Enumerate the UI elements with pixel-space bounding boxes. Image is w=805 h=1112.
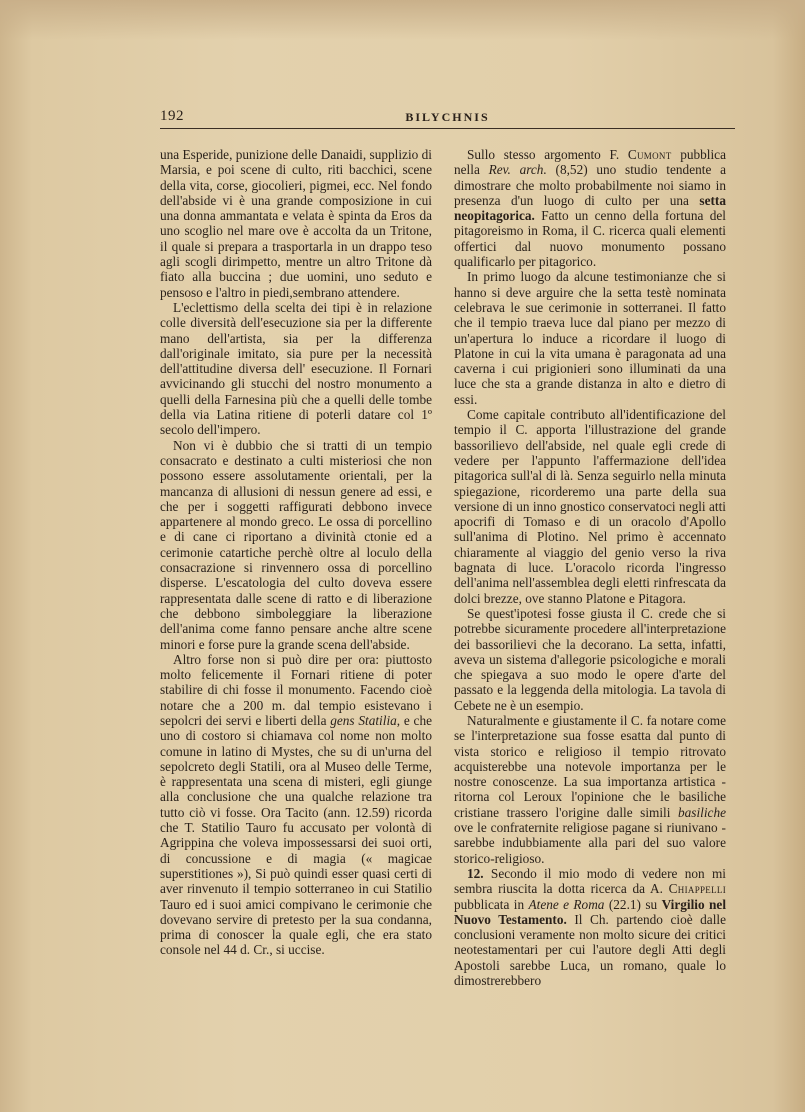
page-number: 192 xyxy=(160,108,184,124)
paragraph xyxy=(454,713,726,866)
italic-term: gens Statilia xyxy=(330,712,397,728)
text-run: pubblica nella xyxy=(454,147,726,178)
text-run: Secondo il mio modo di vedere non mi sembra riuscita la dotta ricerca da A. xyxy=(454,865,726,897)
text-run: (22.1) su xyxy=(604,896,662,912)
text-run: Sullo stesso argomento F. xyxy=(467,147,628,162)
journal-title: BILYCHNIS xyxy=(405,110,490,124)
bold-term: setta neopitagorica. xyxy=(454,192,726,224)
text-run: (8,52) uno studio tendente a dimostrare che molto probabilmente noi siamo in presenza d'un luogo di culto per una xyxy=(454,162,726,208)
paragraph: In primo luogo da alcune testimonianze che si hanno si deve arguire che la setta testè nominata celebrava le sue cerimonie in sotterranei. Il fatto che il tempio traeva luce dal piano per mezzo di un'apertura lo induce a ricordare il luogo di Platone in cui la vita umana è paragonata ad una caverna i cui prigionieri sono illuminati da una luce che sta a grande distanza in alto e dietro di essi. xyxy=(454,269,726,407)
paragraph: Come capitale contributo all'identificazione del tempio il C. apporta l'illustrazione del grande bassorilievo dell'abside, nel quale egli crede di vedere per l'appunto l'affermazione dell'idea pitagorica sull'al di là. Senza seguirlo nella minuta spiegazione, ricorderemo una parte della sua versione di un inno gnostico conservatoci negli atti apocrifi di Tomaso e di un oracolo d'Apollo sull'anima di Plotino. Nel primo è accennato chiaramente al viaggio del genio verso la riva bagnata di luce. L'oracolo ricorda l'ingresso dell'anima nell'assemblea degli eletti rinfrescata da dolci brezze, ove stanno Platone e Pitagora. xyxy=(454,407,726,606)
header-rule xyxy=(160,128,735,129)
right-column xyxy=(454,147,726,988)
author-name: Cumont xyxy=(627,147,672,162)
left-column xyxy=(160,147,432,958)
journal-name: Atene e Roma xyxy=(528,896,605,912)
text-run: ove le confraternite religiose pagane si riunivano - sarebbe indubbiamente alla pari del suo valore storico-religioso. xyxy=(454,820,726,866)
paragraph: L'eclettismo della scelta dei tipi è in relazione colle diversità dell'esecuzione sia per la differente mano dell'artista, sia per la differenza dall'originale imitato, sia pure per la necessità dell'attitudine diversa dell' esecuzione. Il Fornari avvicinando gli stucchi del nostro monumento a quelli della Farnesina più che a quelli delle tombe della via Latina ritiene di poterli datare col 1º secolo dell'impero. xyxy=(160,299,432,438)
paragraph: Non vi è dubbio che si tratti di un tempio consacrato e destinato a culti misteriosi che non possono essere assolutamente orientali, per la mancanza di allusioni di nessun genere ad essi, e che per i soggetti raffigurati debbono invece appartenere al mondo greco. Le ossa di porcellino e di cane ci riportano a divinità ctonie ed a cerimonie catartiche perchè oltre al loculo della consacrazione si rinvennero ossa di porcellino disperse. L'escatologia del culto doveva essere rappresentata dalle scene di ratto e di liberazione che debbono simboleggiare la liberazione dell'anima come fanno pensare anche altre scene minori e forse pure la grande scena dell'abside. xyxy=(160,437,432,652)
text-run: Il Ch. partendo cioè dalle conclusioni veramente non molto sicure dei critici neotestamentari per cui l'autore degli Atti degli Apostoli sarebbe Luca, un romano, quale lo dimostrerebbero xyxy=(454,911,727,989)
paragraph xyxy=(454,147,726,269)
text-run: pubblicata in xyxy=(454,896,529,912)
paragraph: una Esperide, punizione delle Danaidi, supplizio di Marsia, e poi scene di culto, riti bacchici, scene della vita, corse, giocolieri, pigmei, ecc. Nel fondo dell'abside vi è una grande composizione in cui una donna ammantata e velata è spinta da Eros da uno scoglio nel mare ove è accolta da un Tritone, il quale si prepara a trasportarla in un drappo teso agli scogli dirimpetto, mentre un altro Tritone dà fiato alla buccina ; due uomini, uno seduto e pensoso e l'altro in piedi,sembrano attendere. xyxy=(160,147,432,300)
text-run: Fatto un cenno della fortuna del pitagoreismo in Roma, il C. ricerca quali elementi offertici dal nuovo monumento possano qualificarlo per pitagorico. xyxy=(454,208,726,270)
bold-term: Virgilio nel Nuovo Testamento. xyxy=(454,896,727,927)
journal-name: Rev. arch. xyxy=(488,162,547,178)
text-run: Altro forse non si può dire per ora: piuttosto molto felicemente il Fornari ritiene di poter stabilire di chi fosse il monumento. Facendo cioè notare che a 200 m. dal tempio esistevano i sepolcri dei servi e liberti della xyxy=(160,651,432,728)
paragraph xyxy=(160,652,432,958)
section-number: 12. xyxy=(467,865,484,881)
text-run: , e che uno di costoro si chiamava col nome non molto comune in latino di Mystes, che su di un'urna del sepolcreto degli Statili, ora al Museo delle Terme, è rappresentata una scena di misteri, egli giunge alla conclusione che una qualche relazione tra tutto ciò vi fosse. Ora Tacito (ann. 12.59) ricorda che T. Statilio Tauro fu accusato per volontà di Agrippina che voleva impossessarsi dei suoi orti, di concussione e di magia (« magicae superstitiones »), Si può quindi esser quasi certi di aver rinvenuto il tempio sotterraneo in cui Statilio Tauro ed i suoi amici compivano le cerimonie che dovevano servire di pretesto per la sua condanna, prima di conoscer la quale egli, che era stato console nel 44 d. Cr., si uccise. xyxy=(160,712,432,958)
paragraph xyxy=(454,866,726,988)
author-name: Chiappelli xyxy=(668,881,726,897)
paragraph: Se quest'ipotesi fosse giusta il C. crede che si potrebbe sicuramente procedere all'interpretazione dei bassorilievi che la decorano. La setta, infatti, aveva un sistema d'allegorie psicologiche e morali che spiegava a suo modo le opere d'arte del passato e la leggenda della mitologia. La tavola di Cebete ne è un esempio. xyxy=(454,605,726,713)
text-run: Naturalmente e giustamente il C. fa notare come se l'interpretazione sua fosse esatta dal punto di vista storico e religioso il tempio ritrovato acquisterebbe una notevole importanza per le nostre conoscenze. La sua importanza artistica - ritorna col Leroux l'opinione che le basiliche cristiane trassero l'origine dalle simili xyxy=(454,712,726,820)
italic-term: basiliche xyxy=(677,804,726,820)
